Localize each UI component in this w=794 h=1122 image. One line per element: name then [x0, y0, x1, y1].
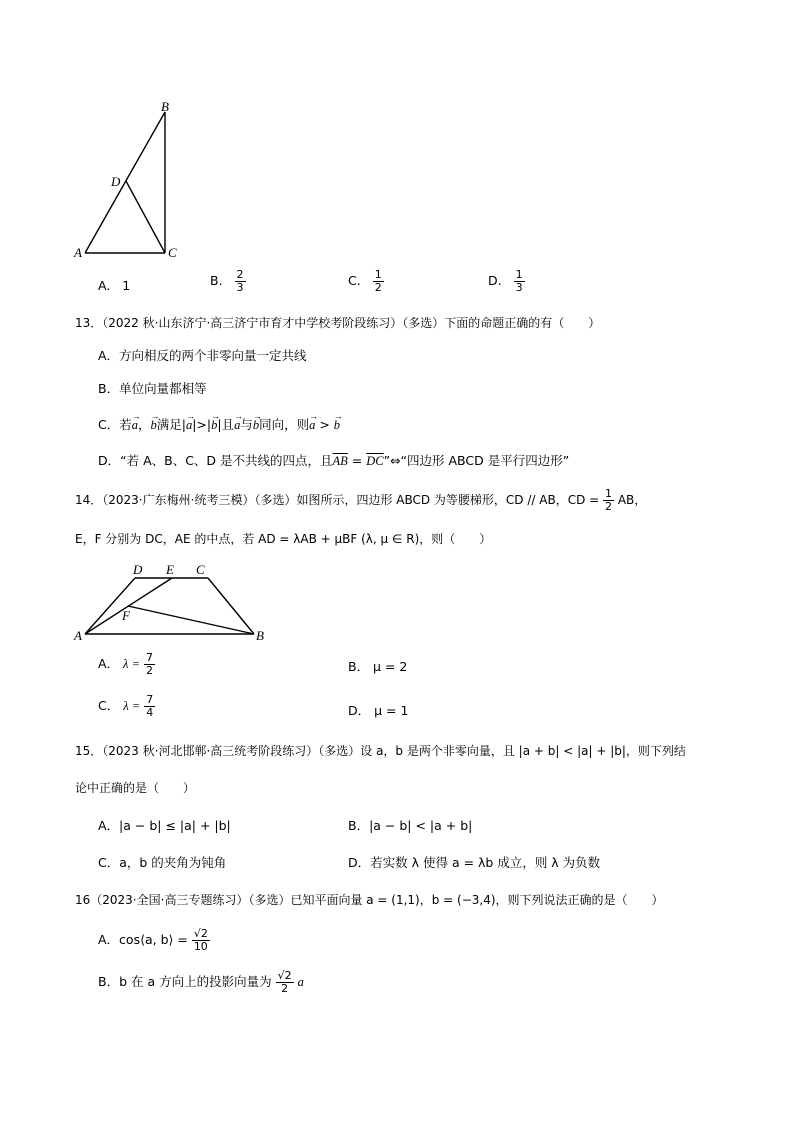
text-fragment: |且 [217, 417, 235, 432]
q15-option-d[interactable]: D．若实数 λ 使得 a = λb 成立，则 λ 为负数 [348, 855, 601, 870]
fraction-numerator: 1 [515, 268, 523, 281]
figure-label-f: F [122, 608, 130, 623]
figure-label-c: C [168, 245, 177, 260]
fraction-denominator: 2 [281, 982, 289, 995]
figure-label-c: C [196, 562, 205, 577]
figure-label-b: B [256, 628, 264, 643]
q15-stem-line2: 论中正确的是（ ） [75, 781, 196, 795]
q14-option-c[interactable] [98, 694, 155, 719]
q12-option-c[interactable] [348, 269, 384, 294]
q15-option-a[interactable]: A．|a − b| ≤ |a| + |b| [98, 818, 231, 833]
option-letter: C． [98, 698, 120, 713]
option-c-prefix: C．若 [98, 417, 132, 432]
option-letter: A． [98, 656, 120, 671]
text-fragment: |>| [192, 417, 212, 432]
text-fragment: = [347, 453, 367, 468]
figure-label-a: A [74, 628, 82, 643]
text-fragment: 满足| [156, 417, 186, 432]
q13-option-b[interactable]: B．单位向量都相等 [98, 381, 207, 396]
q16-stem: 16（2023·全国·高三专题练习）（多选）已知平面向量 a = (1,1)，b = (−3,4)，则下列说法正确的是（ ） [75, 893, 664, 907]
q16-option-b[interactable] [98, 970, 304, 995]
fraction-numerator: √2 [193, 927, 208, 940]
stem-text: 14．（2023·广东梅州·统考三模）（多选）如图所示，四边形 ABCD 为等腰梯形，CD // AB，CD = [75, 493, 600, 507]
q14-option-d[interactable]: D． μ = 1 [348, 703, 409, 718]
q12-triangle-figure [70, 95, 200, 265]
option-value: 1 [122, 278, 131, 293]
q12-option-a[interactable] [98, 277, 130, 295]
fraction-numerator: 1 [374, 268, 382, 281]
q12-option-d[interactable] [488, 269, 525, 294]
fraction-denominator: 2 [374, 281, 382, 294]
q14-option-b[interactable]: B． μ = 2 [348, 659, 408, 674]
q13-stem: 13．（2022 秋·山东济宁·高三济宁市育才中学校考阶段练习）（多选）下面的命题正确的有（ ） [75, 316, 601, 330]
option-b-suffix: a [297, 975, 304, 989]
option-letter: B. [210, 273, 223, 288]
q15-option-b[interactable]: B．|a − b| < |a + b| [348, 818, 473, 833]
text-fragment: 同向，则 [259, 417, 310, 432]
fraction-numerator: 7 [146, 651, 154, 664]
fraction-denominator: 3 [236, 281, 244, 294]
q12-option-b[interactable] [210, 269, 246, 294]
fraction-denominator: 10 [193, 940, 208, 953]
option-variable: λ = [123, 699, 141, 713]
option-d-prefix: D．“若 A、B、C、D 是不共线的四点，且 [98, 453, 333, 468]
figure-label-d: D [111, 174, 121, 189]
q13-option-d[interactable] [98, 452, 569, 470]
option-d-suffix: ”⇔“四边形 ABCD 是平行四边形” [383, 453, 570, 468]
figure-label-e: E [166, 562, 174, 577]
fraction-numerator: 1 [605, 487, 613, 500]
option-letter: D. [488, 273, 502, 288]
fraction-numerator: √2 [277, 969, 292, 982]
q13-option-c[interactable]: C．若→ a，→ b满足|→ a|>|→ b|且→ a与→ b同向，则→ a > → b [98, 416, 340, 434]
figure-label-d: D [133, 562, 143, 577]
q14-stem-line2: E，F 分别为 DC，AE 的中点，若 AD = λAB + μBF (λ, μ ∈ R)，则（ ） [75, 532, 492, 546]
fraction-numerator: 7 [146, 693, 154, 706]
figure-label-b: B [161, 99, 169, 114]
option-letter: A. [98, 278, 111, 293]
option-b-prefix: B．b 在 a 方向上的投影向量为 [98, 974, 272, 989]
q14-option-a[interactable] [98, 652, 155, 677]
q13-option-a[interactable]: A．方向相反的两个非零向量一定共线 [98, 348, 307, 363]
text-fragment: 与 [240, 417, 253, 432]
fraction-denominator: 2 [146, 664, 154, 677]
q14-stem-line1 [75, 488, 646, 513]
fraction-denominator: 2 [605, 500, 613, 513]
figure-label-a: A [74, 245, 82, 260]
q16-option-a[interactable] [98, 928, 210, 953]
fraction-numerator: 2 [236, 268, 244, 281]
q15-stem-line1: 15．（2023 秋·河北邯郸·高三统考阶段练习）（多选）设 a，b 是两个非零向量，且 |a + b| < |a| + |b|，则下列结 [75, 744, 686, 758]
stem-text: AB， [617, 493, 647, 507]
option-a-prefix: A．cos⟨a, b⟩ = [98, 932, 188, 947]
fraction-denominator: 4 [146, 706, 154, 719]
vector-dc: $\overline{DC}$ [366, 454, 384, 468]
fraction-denominator: 3 [515, 281, 523, 294]
text-fragment: > [315, 417, 334, 432]
q15-option-c[interactable]: C．a，b 的夹角为钝角 [98, 855, 227, 870]
option-letter: C. [348, 273, 361, 288]
option-variable: λ = [123, 657, 141, 671]
vector-ab: $\overline{AB}$ [332, 454, 348, 468]
text-fragment: ， [137, 417, 151, 432]
